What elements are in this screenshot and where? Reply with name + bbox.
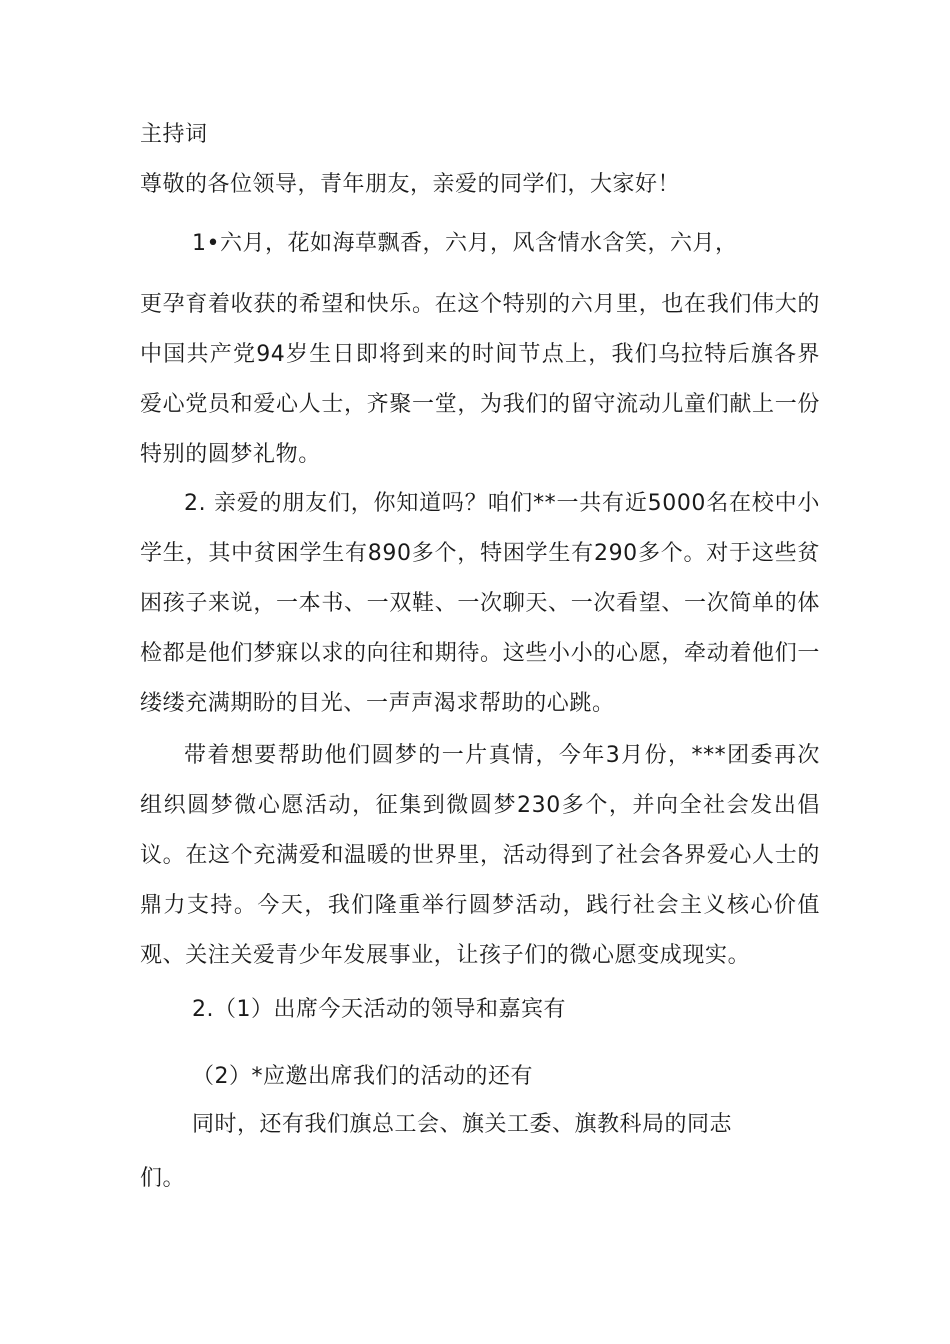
paragraph-6-last-line: 们。 <box>140 1166 186 1191</box>
paragraph-1-body: 更孕育着收获的希望和快乐。在这个特别的六月里，也在我们伟大的中国共产党94岁生日即将到来的时间节点上，我们乌拉特后旗各界爱心党员和爱心人士，齐聚一堂，为我们的留守流动儿童们献上一份特别的圆梦礼物。 <box>140 292 820 467</box>
paragraph-4: 2.（1）出席今天活动的领导和嘉宾有 <box>192 997 566 1022</box>
paragraph-2: 2. 亲爱的朋友们，你知道吗？咱们**一共有近5000名在校中小学生，其中贫困学生有890多个，特困学生有290多个。对于这些贫困孩子来说，一本书、一双鞋、一次聊天、一次看望、一次简单的体检都是他们梦寐以求的向往和期待。这些小小的心愿，牵动着他们一缕缕充满期盼的目光、一声声渴求帮助的心跳。 <box>140 491 820 716</box>
document-title: 主持词 <box>140 122 208 147</box>
paragraph-6-first-line: 同时，还有我们旗总工会、旗关工委、旗教科局的同志 <box>192 1112 733 1137</box>
paragraph-3: 带着想要帮助他们圆梦的一片真情，今年3月份，***团委再次组织圆梦微心愿活动，征集到微圆梦230多个，并向全社会发出倡议。在这个充满爱和温暖的世界里，活动得到了社会各界爱心人士的鼎力支持。今天，我们隆重举行圆梦活动，践行社会主义核心价值观、关注关爱青少年发展事业，让孩子们的微心愿变成现实。 <box>140 743 820 968</box>
greeting-line: 尊敬的各位领导，青年朋友，亲爱的同学们，大家好！ <box>140 172 681 197</box>
paragraph-1-first-line: 1•六月，花如海草飘香，六月，风含情水含笑，六月， <box>192 231 738 256</box>
paragraph-5: （2）*应邀出席我们的活动的还有 <box>192 1064 533 1089</box>
